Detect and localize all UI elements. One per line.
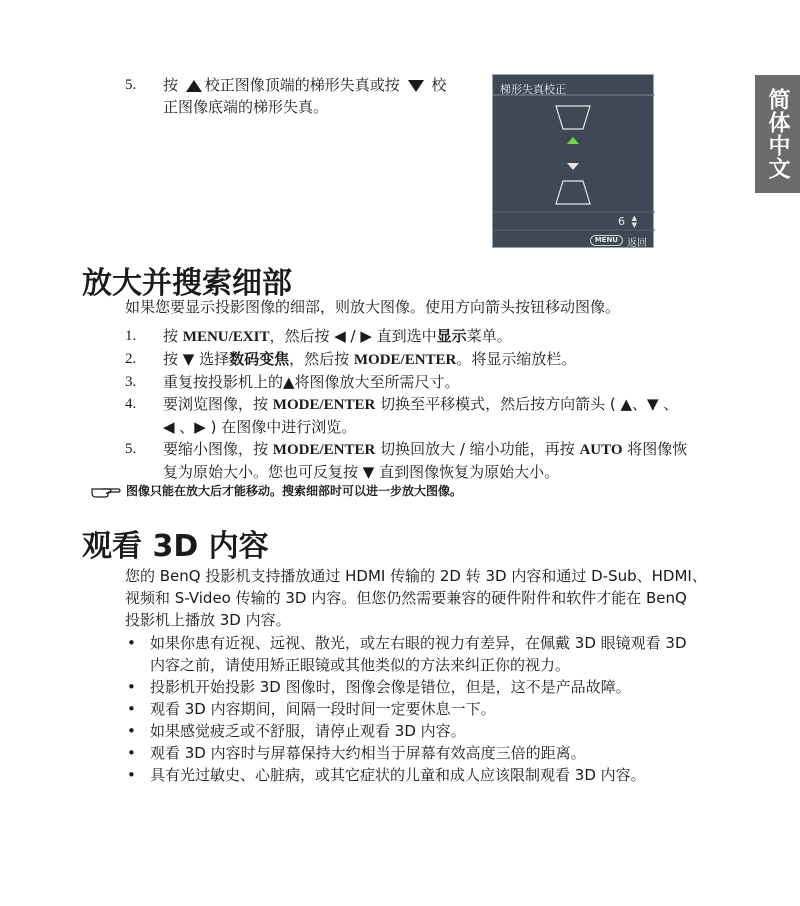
up-arrow-icon [186, 80, 202, 92]
3d-intro [125, 565, 725, 631]
keystone-value: 6 [618, 215, 625, 228]
down-arrow-icon [408, 80, 424, 92]
step-text-part: ，然后按 [289, 350, 354, 368]
bullet-icon: • [127, 744, 136, 762]
step-keyword: MODE/ENTER [272, 442, 376, 458]
value-spinner-icon: ▲ ▼ [631, 214, 637, 229]
keystone-top-shape [556, 106, 590, 129]
keystone-up-arrow-icon [567, 137, 579, 144]
list-item [125, 325, 725, 348]
bullet-icon: • [127, 634, 136, 652]
menu-key-badge: MENU [590, 235, 623, 246]
list-item [125, 438, 725, 483]
note-text: 图像只能在放大后才能移动。搜索细部时可以进一步放大图像。 [126, 484, 463, 498]
keystone-osd-panel [492, 74, 654, 248]
step-text-part: 要浏览图像，按 [163, 395, 273, 413]
step-text-part: 将图像恢 [622, 440, 688, 458]
bullet-text: 观看 3D 内容时与屏幕保持大约相当于屏幕有效高度三倍的距离。 [150, 744, 586, 762]
bullet-text-line2: 内容之前，请使用矫正眼镜或其他类似的方法来纠正你的视力。 [150, 656, 571, 674]
osd-title: 梯形失真校正 [500, 83, 566, 96]
step-number: 5. [125, 77, 137, 93]
step-number: 2. [125, 351, 137, 367]
step-text-part: 按 ▼ 选择 [163, 350, 230, 368]
list-item [125, 764, 725, 786]
step-text-line2: ◀ 、▶ ) 在图像中进行浏览。 [163, 418, 357, 436]
step-text-part: 切换至平移模式，然后按方向箭头 ( ▲、▼ 、 [375, 395, 679, 413]
bullet-text: 投影机开始投影 3D 图像时，图像会像是错位，但是，这不是产品故障。 [150, 678, 631, 696]
step-text-part: 校正图像顶端的梯形失真或按 [204, 76, 400, 94]
list-item [125, 348, 725, 371]
list-item [125, 371, 725, 393]
step-text-part: 要缩小图像，按 [163, 440, 273, 458]
intro-line: 您的 BenQ 投影机支持播放通过 HDMI 传输的 2D 转 3D 内容和通过 D-Sub、HDMI、 [125, 567, 707, 585]
list-item [125, 720, 725, 742]
step-text-part: 校 [431, 76, 447, 94]
3d-precautions-list [125, 632, 725, 786]
intro-line: 投影机上播放 3D 内容。 [125, 611, 291, 629]
step-keyword: MENU/EXIT [182, 329, 270, 345]
step-text-line2: 正图像底端的梯形失真。 [163, 98, 329, 116]
step-text-line2: 复为原始大小。您也可反复按 ▼ 直到图像恢复为原始大小。 [163, 463, 560, 481]
intro-line: 视频和 S-Video 传输的 3D 内容。但您仍然需要兼容的硬件附件和软件才能在 BenQ [125, 589, 687, 607]
step-keyword: 数码变焦 [229, 350, 290, 368]
list-item [125, 632, 725, 676]
3d-section-heading: 观看 3D 内容 [82, 529, 269, 564]
zoom-intro: 如果您要显示投影图像的细部，则放大图像。使用方向箭头按钮移动图像。 [125, 298, 621, 316]
zoom-section-heading: 放大并搜索细部 [82, 266, 292, 301]
step-number: 3. [125, 374, 137, 390]
keystone-down-arrow-icon [567, 163, 579, 170]
bullet-text: 如果你患有近视、远视、散光，或左右眼的视力有差异，在佩戴 3D 眼镜观看 3D [150, 634, 687, 652]
language-tab [755, 75, 800, 193]
bullet-text: 具有光过敏史、心脏病，或其它症状的儿童和成人应该限制观看 3D 内容。 [150, 766, 646, 784]
step-number: 5. [125, 441, 137, 457]
bullet-icon: • [127, 766, 136, 784]
zoom-steps [125, 325, 725, 483]
pointing-hand-icon [90, 483, 122, 499]
bullet-icon: • [127, 722, 136, 740]
step-text-part: ，然后按 ◀ / ▶ 直到选中 [269, 327, 437, 345]
step-keyword: 显示 [436, 327, 467, 345]
bullet-text: 如果感觉疲乏或不舒服，请停止观看 3D 内容。 [150, 722, 466, 740]
step-text-part: 按 [163, 76, 179, 94]
step-keyword: AUTO [579, 442, 623, 458]
step-text [163, 74, 480, 118]
step-text-part: 。将显示缩放栏。 [456, 350, 577, 368]
step-number: 1. [125, 328, 137, 344]
step-keyword: MODE/ENTER [272, 397, 376, 413]
bullet-icon: • [127, 700, 136, 718]
zoom-note [90, 482, 462, 500]
keystone-step [125, 74, 480, 118]
step-keyword: MODE/ENTER [353, 352, 457, 368]
step-text-part: 切换回放大 / 缩小功能，再按 [375, 440, 580, 458]
language-tab-label: 简体中文 [765, 88, 790, 180]
bullet-text: 观看 3D 内容期间，间隔一段时间一定要休息一下。 [150, 700, 496, 718]
list-item [125, 393, 725, 438]
list-item [125, 742, 725, 764]
back-label: 返回 [627, 238, 647, 249]
list-item [125, 676, 725, 698]
bullet-icon: • [127, 678, 136, 696]
step-text-part: 按 [163, 327, 183, 345]
list-item [125, 698, 725, 720]
step-text-part: 菜单。 [466, 327, 512, 345]
step-text-part: 重复按投影机上的▲将图像放大至所需尺寸。 [163, 373, 460, 391]
step-number: 4. [125, 396, 137, 412]
keystone-bottom-shape [556, 181, 590, 204]
